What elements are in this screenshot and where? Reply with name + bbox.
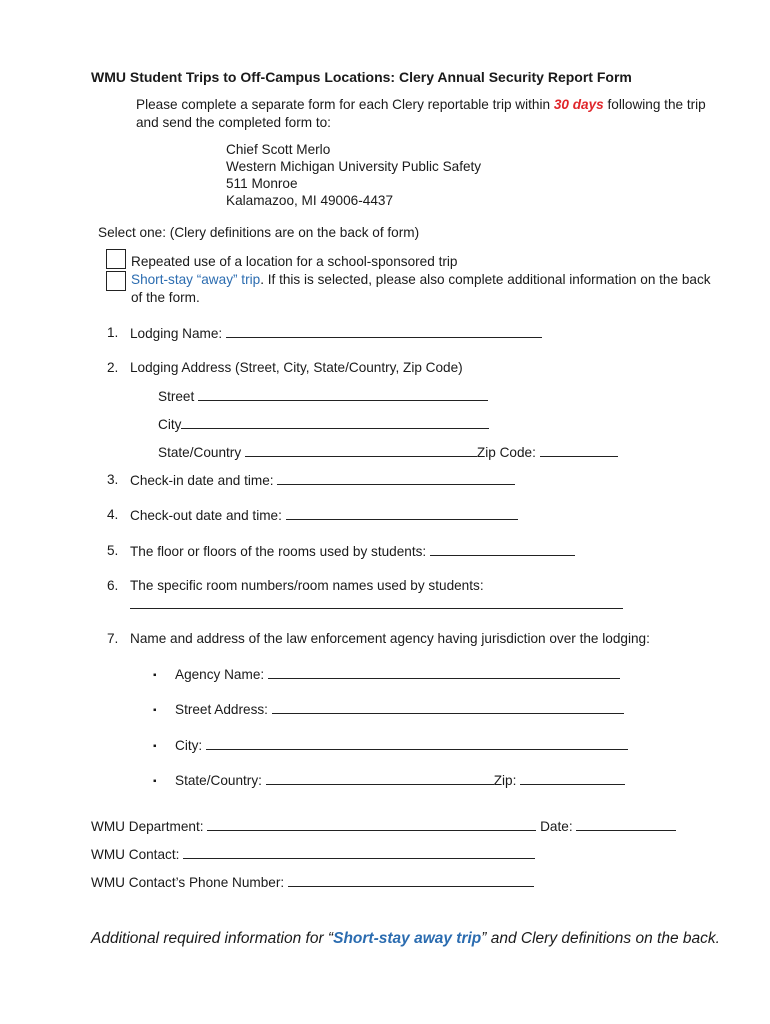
address-city: Kalamazoo, MI 49006-4437 — [226, 193, 394, 208]
q5-label: The floor or floors of the rooms used by students: — [130, 544, 427, 559]
address-street: 511 Monroe — [226, 176, 298, 191]
date-field[interactable] — [576, 818, 676, 831]
q4-label: Check-out date and time: — [130, 508, 282, 523]
q3-number: 3. — [107, 472, 119, 487]
intro-text: Please complete a separate form for each Clery reportable trip within — [136, 97, 554, 112]
intro-text-cont: following the trip — [603, 97, 706, 112]
lodging-zip-field[interactable] — [540, 444, 618, 457]
address-name: Chief Scott Merlo — [226, 142, 331, 157]
q5-number: 5. — [107, 543, 119, 558]
q6-number: 6. — [107, 578, 119, 593]
q2-number: 2. — [107, 360, 119, 375]
q2-label: Lodging Address (Street, City, State/Country, Zip Code) — [130, 360, 463, 375]
footer-text: Additional required information for “ — [91, 930, 334, 947]
option-short-stay-checkbox[interactable] — [106, 271, 126, 291]
department-label: WMU Department: — [91, 819, 204, 834]
option-repeated-checkbox[interactable] — [106, 249, 126, 269]
bullet-icon: ▪ — [153, 741, 157, 752]
floors-field[interactable] — [430, 543, 575, 556]
bullet-icon: ▪ — [153, 670, 157, 681]
contact-row — [91, 846, 535, 862]
agency-name-field[interactable] — [268, 666, 620, 679]
q5-row — [130, 543, 575, 559]
q1-number: 1. — [107, 325, 119, 340]
q7-number: 7. — [107, 631, 119, 646]
agency-state-row — [175, 772, 625, 788]
q4-row — [130, 507, 518, 523]
form-title: WMU Student Trips to Off-Campus Locations: Clery Annual Security Report Form — [91, 69, 632, 85]
bullet-icon: ▪ — [153, 776, 157, 787]
bullet-icon: ▪ — [153, 705, 157, 716]
lodging-street-field[interactable] — [198, 388, 488, 401]
agency-name-label: Agency Name: — [175, 667, 265, 682]
option-repeated-label: Repeated use of a location for a school-sponsored trip — [131, 254, 458, 269]
q4-number: 4. — [107, 507, 119, 522]
lodging-name-field[interactable] — [226, 325, 542, 338]
checkin-field[interactable] — [277, 472, 515, 485]
agency-name-row — [175, 666, 620, 682]
zip-label: Zip Code: — [476, 445, 536, 460]
phone-row — [91, 874, 534, 890]
contact-label: WMU Contact: — [91, 847, 180, 862]
address-dept: Western Michigan University Public Safety — [226, 159, 482, 174]
q7-label: Name and address of the law enforcement agency having jurisdiction over the lodging: — [130, 631, 650, 646]
agency-state-field[interactable] — [266, 772, 494, 785]
deadline-highlight: 30 days — [553, 97, 604, 112]
date-label: Date: — [540, 819, 573, 834]
agency-city-field[interactable] — [206, 737, 628, 750]
checkout-field[interactable] — [286, 507, 518, 520]
agency-zip-field[interactable] — [520, 772, 625, 785]
q2-city-row — [158, 416, 489, 432]
city-label: City — [158, 417, 182, 432]
q2-state-row — [158, 444, 618, 460]
agency-zip-label: Zip: — [493, 773, 517, 788]
room-numbers-field[interactable] — [130, 596, 623, 609]
option-short-stay-label — [131, 272, 711, 287]
option-short-stay-label-cont: of the form. — [131, 290, 200, 305]
footer-highlight: Short-stay away trip — [333, 930, 482, 947]
department-field[interactable] — [207, 818, 536, 831]
intro-line-2: and send the completed form to: — [136, 115, 331, 130]
lodging-city-field[interactable] — [181, 416, 489, 429]
q1-label: Lodging Name: — [130, 326, 223, 341]
footer-note — [91, 930, 720, 948]
phone-label: WMU Contact’s Phone Number: — [91, 875, 285, 890]
contact-field[interactable] — [183, 846, 535, 859]
q3-row — [130, 472, 515, 488]
state-label: State/Country — [158, 445, 242, 460]
phone-field[interactable] — [288, 874, 534, 887]
short-stay-link[interactable]: Short-stay “away” trip — [131, 272, 261, 287]
intro-line-1 — [136, 97, 706, 112]
q3-label: Check-in date and time: — [130, 473, 274, 488]
agency-street-label: Street Address: — [175, 702, 268, 717]
q6-answer-row — [130, 596, 623, 612]
q6-label: The specific room numbers/room names used by students: — [130, 578, 484, 593]
agency-city-label: City: — [175, 738, 203, 753]
department-row — [91, 818, 676, 834]
agency-street-row — [175, 701, 624, 717]
agency-state-label: State/Country: — [175, 773, 262, 788]
agency-city-row — [175, 737, 628, 753]
agency-street-field[interactable] — [272, 701, 624, 714]
footer-text-cont: ” and Clery definitions on the back. — [481, 930, 720, 947]
lodging-state-field[interactable] — [245, 444, 477, 457]
q1-row — [130, 325, 542, 341]
select-prompt: Select one: (Clery definitions are on the back of form) — [98, 225, 420, 240]
q2-street-row — [158, 388, 488, 404]
street-label: Street — [158, 389, 195, 404]
short-stay-text: . If this is selected, please also complete additional information on the back — [260, 272, 711, 287]
